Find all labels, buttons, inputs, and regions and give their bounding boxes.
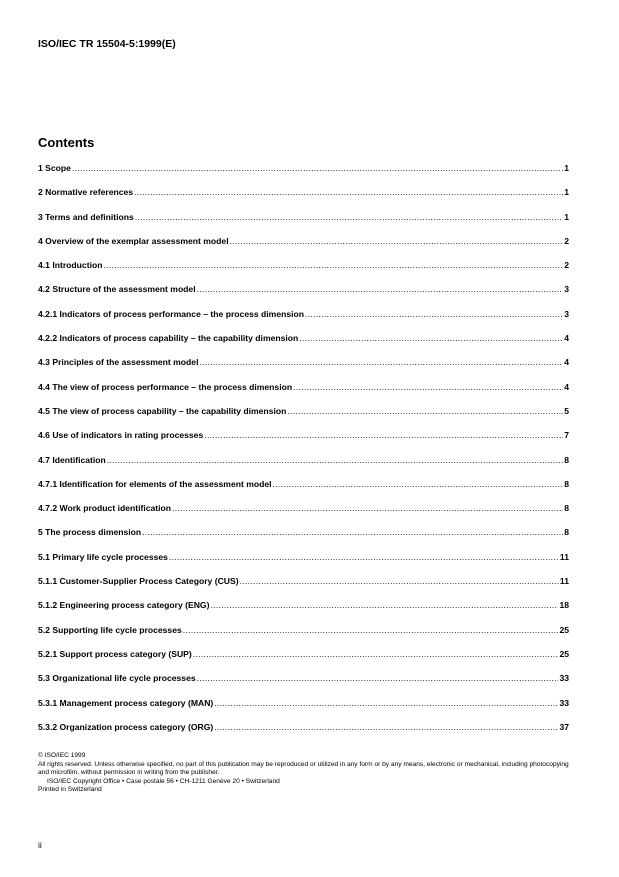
toc-entry-title: 1 Scope bbox=[38, 163, 71, 173]
toc-entry-page: 1 bbox=[564, 187, 569, 198]
toc-dot-leader bbox=[210, 600, 558, 610]
toc-entry-page: 5 bbox=[564, 405, 569, 416]
toc-dot-leader bbox=[214, 698, 558, 708]
toc-entry-title: 2 Normative references bbox=[38, 187, 134, 198]
toc-entry-page: 1 bbox=[564, 163, 569, 173]
toc-entry-title: 5.3 Organizational life cycle processes bbox=[38, 673, 196, 684]
toc-entry[interactable] bbox=[38, 333, 569, 357]
toc-entry-page: 7 bbox=[564, 430, 569, 441]
page-number: ii bbox=[38, 840, 42, 850]
toc-entry-title: 4.2.2 Indicators of process capability – the capability dimension bbox=[38, 333, 299, 344]
toc-entry-title: 3 Terms and definitions bbox=[38, 211, 134, 222]
toc-entry-page: 37 bbox=[559, 721, 569, 732]
contents-heading: Contents bbox=[38, 135, 95, 150]
toc-entry-title: 4.2 Structure of the assessment model bbox=[38, 284, 196, 295]
toc-entry[interactable] bbox=[38, 260, 569, 284]
toc-entry-title: 4.2.1 Indicators of process performance – the process dimension bbox=[38, 308, 305, 319]
toc-dot-leader bbox=[299, 333, 563, 343]
toc-dot-leader bbox=[204, 430, 563, 440]
toc-entry[interactable] bbox=[38, 284, 569, 308]
toc-dot-leader bbox=[193, 649, 559, 659]
toc-entry-page: 33 bbox=[559, 697, 569, 708]
toc-entry-page: 4 bbox=[564, 381, 569, 392]
toc-dot-leader bbox=[72, 163, 563, 173]
toc-entry[interactable] bbox=[38, 527, 569, 551]
toc-entry-title: 4.5 The view of process capability – the capability dimension bbox=[38, 405, 287, 416]
toc-dot-leader bbox=[134, 187, 563, 197]
toc-dot-leader bbox=[103, 260, 563, 270]
toc-entry-page: 8 bbox=[564, 503, 569, 514]
toc-entry-page: 11 bbox=[559, 551, 569, 562]
toc-entry-title: 4 Overview of the exemplar assessment model bbox=[38, 235, 229, 246]
copyright-line: © ISO/IEC 1999 bbox=[38, 752, 86, 759]
toc-entry-title: 4.4 The view of process performance – the process dimension bbox=[38, 381, 293, 392]
toc-entry-page: 8 bbox=[564, 527, 569, 538]
toc-entry[interactable] bbox=[38, 430, 569, 454]
toc-entry[interactable] bbox=[38, 722, 569, 746]
toc-entry-title: 4.3 Principles of the assessment model bbox=[38, 357, 199, 368]
toc-entry[interactable] bbox=[38, 552, 569, 576]
copyright-footer bbox=[38, 752, 578, 795]
toc-entry[interactable] bbox=[38, 625, 569, 649]
toc-entry[interactable] bbox=[38, 698, 569, 722]
toc-entry[interactable] bbox=[38, 212, 569, 236]
toc-entry-page: 25 bbox=[559, 624, 569, 635]
toc-entry[interactable] bbox=[38, 576, 569, 600]
table-of-contents bbox=[38, 163, 569, 746]
toc-entry-page: 4 bbox=[564, 333, 569, 344]
toc-dot-leader bbox=[240, 576, 559, 586]
rights-notice: All rights reserved. Unless otherwise specified, no part of this publication may be reproduced or utilized in any form or by any means, electronic or mechanical, including photocopying and microfilm, without permission in writing from the publisher. bbox=[38, 760, 569, 777]
toc-entry-page: 8 bbox=[564, 454, 569, 465]
toc-entry-page: 8 bbox=[564, 478, 569, 489]
toc-entry[interactable] bbox=[38, 163, 569, 187]
toc-entry[interactable] bbox=[38, 236, 569, 260]
toc-entry-title: 4.1 Introduction bbox=[38, 260, 103, 271]
toc-dot-leader bbox=[293, 382, 563, 392]
toc-entry-page: 2 bbox=[564, 260, 569, 271]
toc-entry[interactable] bbox=[38, 309, 569, 333]
toc-entry[interactable] bbox=[38, 187, 569, 211]
toc-dot-leader bbox=[305, 309, 563, 319]
toc-entry-title: 5.1.2 Engineering process category (ENG) bbox=[38, 600, 210, 611]
toc-entry[interactable] bbox=[38, 600, 569, 624]
toc-entry-page: 4 bbox=[564, 357, 569, 368]
toc-entry[interactable] bbox=[38, 673, 569, 697]
toc-entry-title: 5.3.2 Organization process category (ORG) bbox=[38, 721, 214, 732]
toc-dot-leader bbox=[135, 212, 563, 222]
toc-entry-title: 5.2 Supporting life cycle processes bbox=[38, 624, 182, 635]
toc-entry[interactable] bbox=[38, 455, 569, 479]
toc-entry-page: 3 bbox=[564, 308, 569, 319]
toc-dot-leader bbox=[273, 479, 564, 489]
toc-dot-leader bbox=[197, 284, 564, 294]
toc-entry-title: 5.3.1 Management process category (MAN) bbox=[38, 697, 214, 708]
toc-dot-leader bbox=[199, 357, 563, 367]
toc-entry-page: 1 bbox=[564, 211, 569, 222]
toc-entry[interactable] bbox=[38, 382, 569, 406]
toc-dot-leader bbox=[169, 552, 559, 562]
toc-entry-title: 4.7.1 Identification for elements of the assessment model bbox=[38, 478, 272, 489]
toc-dot-leader bbox=[287, 406, 563, 416]
toc-entry-title: 4.7 Identification bbox=[38, 454, 106, 465]
copyright-office-address: ISO/IEC Copyright Office • Case postale 56 • CH-1211 Genève 20 • Switzerland bbox=[47, 777, 280, 785]
toc-dot-leader bbox=[214, 722, 558, 732]
toc-entry-title: 4.6 Use of indicators in rating processes bbox=[38, 430, 204, 441]
toc-entry-page: 25 bbox=[559, 648, 569, 659]
toc-entry-page: 2 bbox=[564, 235, 569, 246]
toc-entry[interactable] bbox=[38, 503, 569, 527]
toc-entry-title: 5.1.1 Customer-Supplier Process Category (CUS) bbox=[38, 576, 239, 587]
toc-dot-leader bbox=[142, 527, 563, 537]
toc-entry[interactable] bbox=[38, 479, 569, 503]
toc-entry[interactable] bbox=[38, 406, 569, 430]
document-id-header: ISO/IEC TR 15504-5:1999(E) bbox=[38, 38, 176, 50]
toc-dot-leader bbox=[172, 503, 563, 513]
toc-entry[interactable] bbox=[38, 357, 569, 381]
toc-entry-title: 5.2.1 Support process category (SUP) bbox=[38, 648, 192, 659]
toc-dot-leader bbox=[230, 236, 564, 246]
toc-dot-leader bbox=[183, 625, 559, 635]
toc-dot-leader bbox=[197, 673, 559, 683]
toc-entry-title: 5.1 Primary life cycle processes bbox=[38, 551, 168, 562]
toc-dot-leader bbox=[107, 455, 563, 465]
toc-entry-page: 11 bbox=[559, 576, 569, 587]
toc-entry-page: 33 bbox=[559, 673, 569, 684]
toc-entry-page: 3 bbox=[564, 284, 569, 295]
printed-in: Printed in Switzerland bbox=[38, 786, 102, 794]
toc-entry[interactable] bbox=[38, 649, 569, 673]
toc-entry-title: 4.7.2 Work product identification bbox=[38, 503, 172, 514]
toc-entry-title: 5 The process dimension bbox=[38, 527, 142, 538]
toc-entry-page: 18 bbox=[559, 600, 569, 611]
